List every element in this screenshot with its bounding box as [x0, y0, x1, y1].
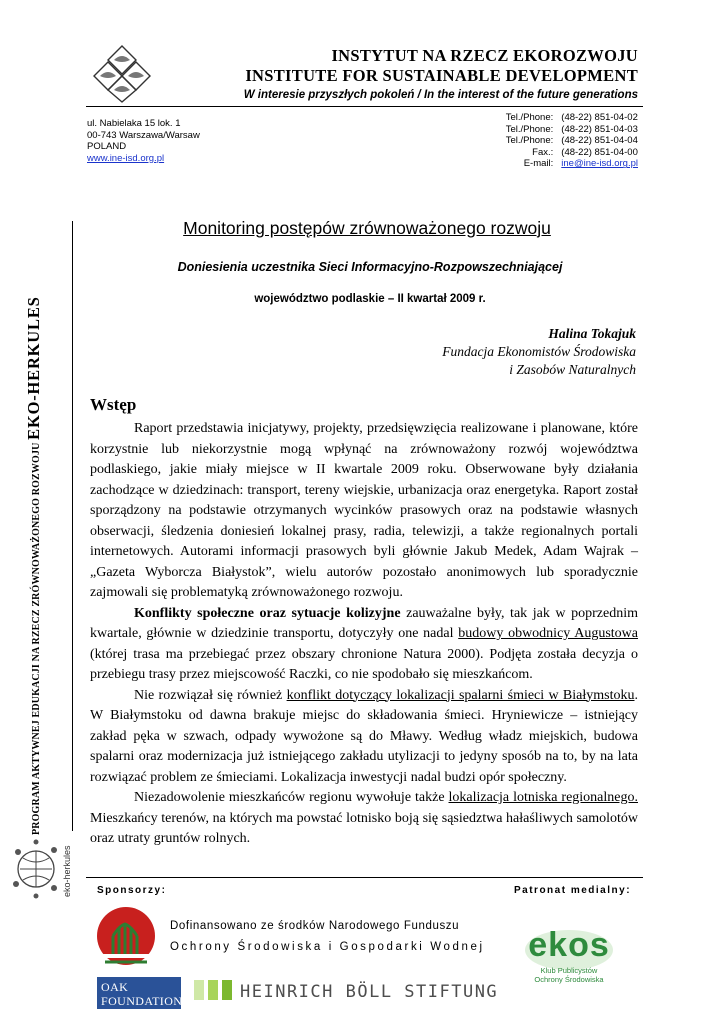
- contact-row: [506, 147, 638, 159]
- paragraph-text: Mieszkańcy terenów, na których ma powstać lotnisko boją się sąsiedztwa hałaśliwych samolotów oraz utraty gruntów rolnych.: [90, 810, 638, 846]
- paragraph-incinerator: [90, 686, 638, 789]
- sidebar-program: PROGRAM AKTYWNEJ EDUKACJI NA RZECZ ZRÓWNOWAŻONEGO ROZWOJU: [31, 442, 42, 835]
- sidebar-brand: EKO-HERKULES: [24, 296, 43, 440]
- header-divider: [86, 106, 643, 107]
- body-text: [90, 419, 638, 850]
- document-region: województwo podlaskie – II kwartał 2009 r.: [254, 293, 486, 305]
- address-city: 00-743 Warszawa/Warsaw: [87, 129, 200, 141]
- oak-line-2: FOUNDATION: [101, 994, 183, 1008]
- paragraph-text: . W Białymstoku od dawna brakuje miejsc do składowania śmieci. Hryniewicze – istniejący zakład pęka w szwach, odpady wywożone są do Mławy. Według władz miejskich, budowa spalarni oraz modernizacja już istniejącego zakładu utylizacji to jedyny sposób na to, by na lata rozwiązać problem ze śmieciami. Lokalizacja inwestycji nadal budzi opór społeczny.: [90, 687, 638, 785]
- ekos-name: ekos: [528, 926, 610, 964]
- contact-label: Fax.:: [532, 146, 554, 158]
- sidebar-divider: [72, 221, 73, 831]
- contact-label: Tel./Phone:: [505, 135, 554, 147]
- link-augustow-bypass[interactable]: budowy obwodnicy Augustowa: [458, 626, 639, 641]
- address-street: ul. Nabielaka 15 lok. 1: [87, 118, 181, 129]
- address-country: POLAND: [87, 141, 127, 153]
- document-subtitle: Doniesienia uczestnika Sieci Informacyjno-Rozpowszechniającej: [177, 260, 563, 274]
- paragraph-intro: Raport przedstawia inicjatywy, projekty, przedsięwzięcia realizowane i planowane, które korzystnie lub niekorzystnie mogą wpłynąć na zrównoważony rozwój województwa podlaskiego, jakie miały miejsce w II kwartale 2009 roku. Obserwowane były działania zachodzące w dziedzinach: transport, tereny wiejskie, urbanizacja oraz energetyka. Raport został sporządzony na podstawie otrzymanych wycinków prasowych oraz na podstawie własnych obserwacji, śledzenia doniesień lokalnej prasy, radia, telewizji, a także regionalnych portali internetowych. Autorami informacji prasowych byli głównie Jakub Medek, Adam Wajrak – „Gazeta Wyborcza Białystok”, wielu autorów pozostało anonimowych lub sporadycznie zajmowali się problematyką zrównoważonego rozwoju.: [90, 421, 638, 600]
- paragraph-text: Nie rozwiązał się również: [134, 687, 287, 703]
- link-incinerator[interactable]: konflikt dotyczący lokalizacji spalarni śmieci w Białymstoku: [286, 687, 635, 703]
- contact-label: Tel./Phone:: [505, 112, 554, 123]
- ekos-subtitle: [521, 966, 617, 984]
- contact-row: [506, 112, 638, 124]
- ekos-sub-2: Ochrony Środowiska: [534, 975, 604, 984]
- boll-foundation-text: HEINRICH BÖLL STIFTUNG: [240, 982, 499, 1002]
- author-block: [442, 325, 636, 379]
- paragraph-conflicts: [90, 604, 638, 686]
- sponsors-label: Sponsorzy:: [97, 885, 167, 896]
- contact-row: [506, 158, 638, 170]
- sidebar-program-text: [24, 296, 44, 835]
- eko-herkules-logo-text: eko-herkules: [62, 845, 72, 897]
- section-heading: Wstęp: [90, 395, 137, 414]
- emphasis-conflicts: Konflikty społeczne oraz sytuacje kolizyjne: [134, 605, 401, 621]
- contact-row: [506, 135, 638, 147]
- contact-value: (48-22) 851-04-00: [561, 146, 638, 158]
- website-link[interactable]: www.ine-isd.org.pl: [87, 152, 165, 164]
- paragraph-text: (której trasa ma przebiegać przez obszary chronione Natura 2000). Podjęta została decyzja o przebiegu trasy przez miejscowość Raczki, co nie spodobało się mieszkańcom.: [90, 646, 638, 682]
- document-title: Monitoring postępów zrównoważonego rozwoju: [183, 218, 551, 238]
- author-org-line-1: Fundacja Ekonomistów Środowiska: [442, 344, 636, 359]
- ekos-sub-1: Klub Publicystów: [540, 966, 598, 975]
- oak-line-1: OAK: [101, 980, 129, 994]
- oak-foundation-logo: [97, 977, 181, 1009]
- fund-line-2: Ochrony Środowiska i Gospodarki Wodnej: [170, 941, 485, 953]
- contact-value: (48-22) 851-04-02: [561, 112, 638, 123]
- fund-line-1: Dofinansowano ze środków Narodowego Funduszu: [170, 920, 460, 932]
- contact-value: (48-22) 851-04-04: [561, 135, 638, 147]
- contact-row: [506, 124, 638, 136]
- footer-divider: [86, 877, 643, 878]
- nfosigw-text: [170, 916, 485, 958]
- org-name-en: INSTITUTE FOR SUSTAINABLE DEVELOPMENT: [245, 66, 638, 85]
- contact-label: Tel./Phone:: [505, 123, 554, 135]
- institute-logo: [92, 44, 152, 104]
- address-block: [87, 118, 200, 164]
- patronage-label: Patronat medialny:: [514, 885, 632, 896]
- contacts-block: [506, 112, 638, 170]
- author-org-line-2: i Zasobów Naturalnych: [509, 362, 636, 377]
- contact-value: (48-22) 851-04-03: [561, 123, 638, 135]
- author-name: Halina Tokajuk: [548, 326, 636, 341]
- tagline: W interesie przyszłych pokoleń / In the interest of the future generations: [243, 89, 638, 101]
- link-airport[interactable]: lokalizacja lotniska regionalnego.: [448, 790, 638, 805]
- boll-logo-mark: [194, 980, 234, 1000]
- contact-label: E-mail:: [523, 158, 554, 170]
- paragraph-text: zauważalne były, tak jak w poprzednim kwartale, głównie w dziedzinie transportu, dotyczyły one nadal: [90, 605, 638, 641]
- nfosigw-logo: [95, 904, 157, 972]
- paragraph-airport: [90, 788, 638, 850]
- email-link[interactable]: ine@ine-isd.org.pl: [561, 158, 638, 170]
- org-name-pl: INSTYTUT NA RZECZ EKOROZWOJU: [331, 46, 638, 65]
- paragraph-text: Niezadowolenie mieszkańców regionu wywołuje także: [134, 790, 449, 805]
